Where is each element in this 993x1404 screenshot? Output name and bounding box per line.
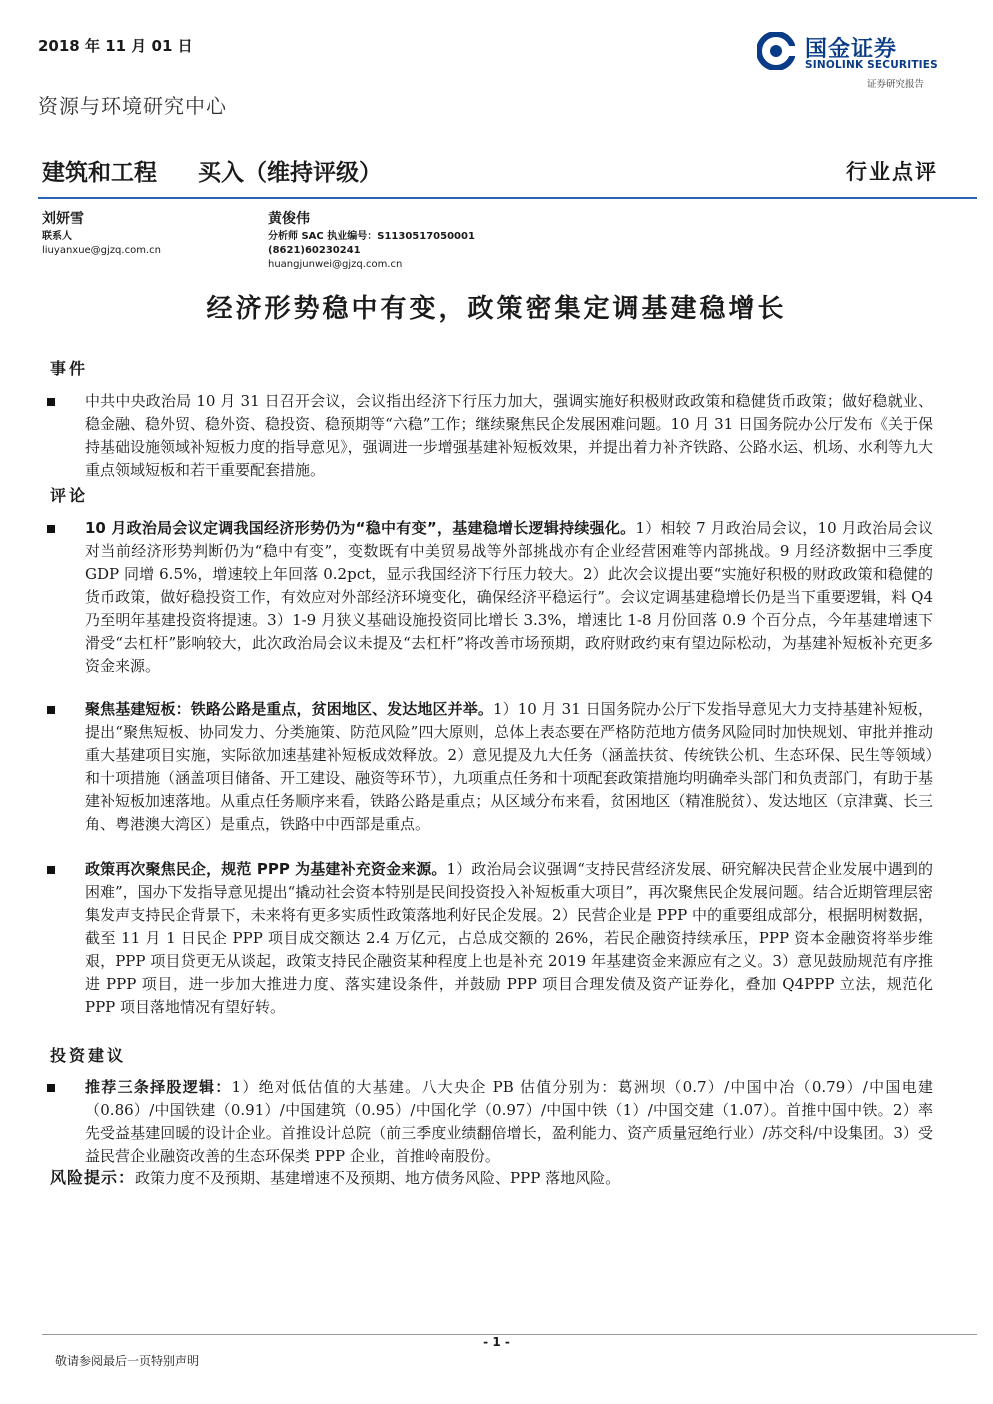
- bullet-marker: [46, 519, 58, 531]
- report-type: 行业点评: [846, 159, 938, 184]
- logo-mark-icon: [757, 32, 795, 70]
- author-email: huangjunwei@gjzq.com.cn: [268, 259, 403, 270]
- industry-name: 建筑和工程: [42, 160, 157, 186]
- section-heading-advice: 投资建议: [50, 1046, 127, 1065]
- comment-body: 1）政治局会议强调“支持民营经济发展、研究解决民营企业发展中遇到的困难”，国办下发指导意见提出“撬动社会资本特别是民间投资投入补短板重大项目”，再次聚焦民企发展问题。结合近期管理层密集发声支持民企背景下，未来将有更多实质性政策落地利好民企发展。2）民营企业是 PPP 中的重要组成部分，根据明树数据，截至 11 月 1 日民企 PPP 项目成交额达 2.4 万亿元，占总成交额的 26%，若民企融资持续承压，PPP 资本金融资将举步维艰，PPP 项目贷更无从谈起，政策支持民企融资某种程度上也是补充 2019 年基建资金来源应有之义。3）意见鼓励规范有序推进 PPP 项目，进一步加大推进力度、落实建设条件，并鼓励 PPP 项目合理发债及资产证券化，叠加 Q4PPP 立法，规范化 PPP 项目落地情况有望好转。: [85, 860, 934, 1016]
- section-heading-event: 事件: [50, 359, 89, 378]
- bullet-marker: [46, 860, 58, 872]
- advice-body: 1）绝对低估值的大基建。八大央企 PB 估值分别为：葛洲坝（0.7）/中国中冶（0.79）/中国电建（0.86）/中国铁建（0.91）/中国建筑（0.95）/中国化学（0.97）/中国中铁（1）/中国交建（1.07）。首推中国中铁。2）率先受益基建回暖的设计企业。首推设计总院（前三季度业绩翻倍增长，盈利能力、资产质量冠绝行业）/苏交科/中设集团。3）受益民营企业融资改善的生态环保类 PPP 企业，首推岭南股份。: [85, 1078, 933, 1165]
- bullet-marker: [46, 1078, 58, 1090]
- footer-disclaimer: 敬请参阅最后一页特别声明: [55, 1354, 200, 1368]
- risk-body: 政策力度不及预期、基建增速不及预期、地方债务风险、PPP 落地风险。: [135, 1169, 621, 1187]
- report-title: 经济形势稳中有变，政策密集定调基建稳增长: [206, 294, 787, 324]
- brand-logo: [757, 32, 957, 94]
- advice-lead: 推荐三条择股逻辑：: [85, 1078, 232, 1096]
- logo-subtitle: 证券研究报告: [867, 79, 925, 90]
- author-role: 联系人: [42, 231, 72, 242]
- page-number: - 1 -: [483, 1335, 510, 1349]
- bullet-marker: [46, 700, 58, 712]
- risk-note: [50, 1166, 930, 1190]
- logo-name-cn: 国金证券: [805, 37, 898, 62]
- author-block: [42, 210, 161, 258]
- comment-lead: 聚焦基建短板：铁路公路是重点，贫困地区、发达地区并举。: [85, 700, 493, 718]
- comment-paragraph: [85, 517, 933, 678]
- section-heading-comment: 评论: [50, 486, 89, 505]
- author-name: 刘妍雪: [42, 211, 84, 227]
- logo-name-en: SINOLINK SECURITIES: [805, 59, 938, 71]
- comment-paragraph: [85, 698, 933, 836]
- comment-paragraph: [85, 858, 933, 1019]
- author-block: [268, 210, 475, 272]
- rating-label: 买入（维持评级）: [198, 160, 382, 186]
- author-phone: (8621)60230241: [268, 245, 361, 256]
- event-paragraph: 中共中央政治局 10 月 31 日召开会议，会议指出经济下行压力加大，强调实施好积极财政政策和稳健货币政策；做好稳就业、稳金融、稳外贸、稳外资、稳投资、稳预期等“六稳”工作；继续聚焦民企发展困难问题。10 月 31 日国务院办公厅发布《关于保持基础设施领域补短板力度的指导意见》，强调进一步增强基建补短板效果，并提出着力补齐铁路、公路水运、机场、水利等九大重点领域短板和若干重要配套措施。: [85, 392, 933, 479]
- report-date: 2018 年 11 月 01 日: [38, 37, 193, 55]
- author-name: 黄俊伟: [268, 211, 310, 227]
- comment-lead: 政策再次聚焦民企，规范 PPP 为基建补充资金来源。: [85, 860, 447, 878]
- comment-lead: 10 月政治局会议定调我国经济形势仍为“稳中有变”，基建稳增长逻辑持续强化。: [85, 519, 636, 537]
- bullet-marker: [46, 392, 58, 404]
- author-license: 分析师 SAC 执业编号：S1130517050001: [268, 231, 475, 242]
- department-name: 资源与环境研究中心: [38, 94, 227, 118]
- author-email: liuyanxue@gjzq.com.cn: [42, 245, 161, 256]
- header-divider: [38, 197, 977, 199]
- comment-body: 1）10 月 31 日国务院办公厅下发指导意见大力支持基建补短板，提出“聚焦短板、协同发力、分类施策、防范风险”四大原则，总体上表态要在严格防范地方债务风险同时加快规划、审批并推动重大基建项目实施，实际欲加速基建补短板成效释放。2）意见提及九大任务（涵盖扶贫、传统铁公机、生态环保、民生等领域）和十项措施（涵盖项目储备、开工建设、融资等环节），九项重点任务和十项配套政策措施均明确牵头部门和负责部门，有助于基建补短板加速落地。从重点任务顺序来看，铁路公路是重点；从区域分布来看，贫困地区（精准脱贫）、发达地区（京津冀、长三角、粤港澳大湾区）是重点，铁路中中西部是重点。: [85, 700, 933, 833]
- advice-paragraph: [85, 1076, 933, 1168]
- risk-label: 风险提示：: [50, 1168, 136, 1187]
- comment-body: 1）相较 7 月政治局会议，10 月政治局会议对当前经济形势判断仍为“稳中有变”，变数既有中美贸易战等外部挑战亦有企业经营困难等内部挑战。9 月经济数据中三季度 GDP 同增 6.5%，增速较上年回落 0.2pct，显示我国经济下行压力较大。2）此次会议提出要“实施好积极的财政政策和稳健的货币政策，做好稳投资工作，有效应对外部经济环境变化，确保经济平稳运行”。会议定调基建稳增长仍是当下重要逻辑，料 Q4 乃至明年基建投资将提速。3）1-9 月狭义基础设施投资同比增长 3.3%，增速比 1-8 月份回落 0.9 个百分点，今年基建增速下滑受“去杠杆”影响较大，此次政治局会议未提及“去杠杆”将改善市场预期，政府财政约束有望边际松动，为基建补短板补充更多资金来源。: [85, 519, 933, 675]
